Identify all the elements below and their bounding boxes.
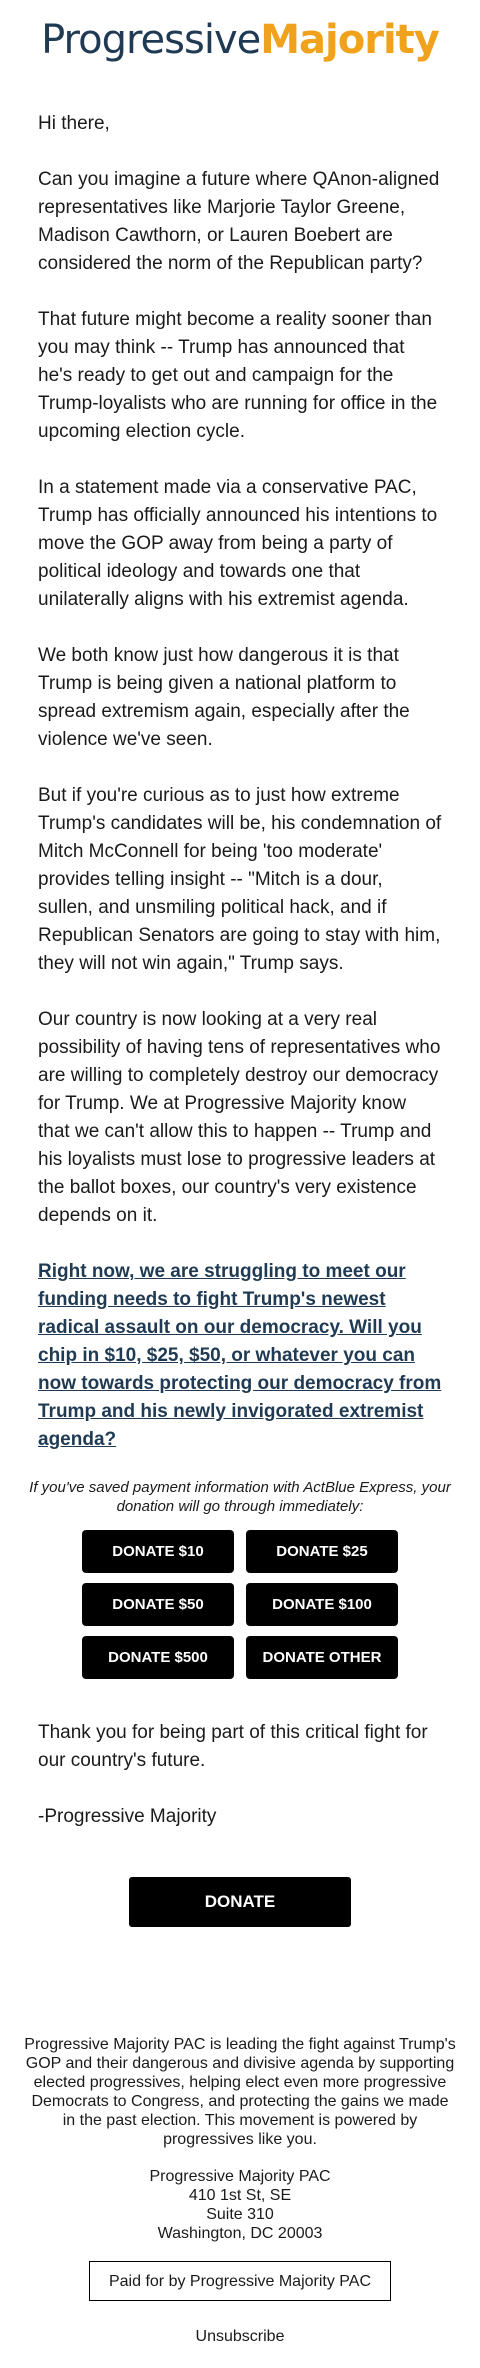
body-paragraph: Our country is now looking at a very real possibility of having tens of representatives who are willing to completely destroy our democracy for Trump. We at Progressive Majority know that we can't allow this to happen -- Trump and his loyalists must lose to progressive leaders at the ballot boxes, our country's very existence depends on it. xyxy=(38,1009,441,1226)
signature: -Progressive Majority xyxy=(38,1806,217,1827)
body-paragraph: Can you imagine a future where QAnon-aligned representatives like Marjorie Taylor Greene, Madison Cawthorn, or Lauren Boebert are considered the norm of the Republican party? xyxy=(38,169,440,274)
body-paragraph: That future might become a reality sooner than you may think -- Trump has announced that he's ready to get out and campaign for the Trump-loyalists who are running for office in the upcoming election cycle. xyxy=(38,309,438,442)
donate-25-button[interactable]: DONATE $25 xyxy=(246,1530,398,1573)
footer-about-text: Progressive Majority PAC is leading the fight against Trump's GOP and their dangerous and divisive agenda by supporting elected progressives, helping elect even more progressive Democrats to Congress, and protecting the gains we made in the past election. This movement is powered by progressives like you. xyxy=(24,2036,456,2148)
body-paragraph: We both know just how dangerous it is that Trump is being given a national platform to spread extremism again, especially after the violence we've seen. xyxy=(38,645,410,750)
thank-you-text: Thank you for being part of this critical fight for our country's future. xyxy=(38,1722,428,1771)
donation-ask-link[interactable]: Right now, we are struggling to meet our funding needs to fight Trump's newest radical assault on our democracy. Will you chip in $10, $25, $50, or whatever you can now towards protecting our democracy from Trump and his newly invigorated extremist agenda? xyxy=(38,1261,442,1450)
body-paragraph: In a statement made via a conservative PAC, Trump has officially announced his intentions to move the GOP away from being a party of political ideology and towards one that unilaterally aligns with his extremist agenda. xyxy=(38,477,438,610)
donate-other-button[interactable]: DONATE OTHER xyxy=(246,1636,398,1679)
main-donate-button[interactable]: DONATE xyxy=(129,1877,351,1927)
address-line: Washington, DC 20003 xyxy=(157,2225,323,2242)
address-line: Suite 310 xyxy=(206,2206,274,2223)
closing-section xyxy=(0,1679,480,1831)
address-line: 410 1st St, SE xyxy=(188,2187,292,2204)
mailing-address xyxy=(24,2167,456,2243)
donate-500-button[interactable]: DONATE $500 xyxy=(82,1636,234,1679)
body-paragraph: But if you're curious as to just how extreme Trump's candidates will be, his condemnation of Mitch McConnell for being 'too moderate' provides telling insight -- "Mitch is a dour, sullen, and unsmiling political hack, and if Republican Senators are going to stay with him, they will not win again," Trump says. xyxy=(38,785,442,974)
donate-10-button[interactable]: DONATE $10 xyxy=(82,1530,234,1573)
donate-button-grid xyxy=(0,1530,480,1679)
logo-word-progressive: Progressive xyxy=(41,17,261,63)
address-line: Progressive Majority PAC xyxy=(149,2168,331,2185)
main-donate-wrap xyxy=(0,1877,480,1927)
greeting: Hi there, xyxy=(38,113,110,134)
unsubscribe-link[interactable]: Unsubscribe xyxy=(195,2328,285,2345)
paid-for-disclaimer: Paid for by Progressive Majority PAC xyxy=(89,2261,391,2301)
progressive-majority-logo[interactable] xyxy=(0,0,480,80)
email-body xyxy=(0,80,480,1454)
logo-word-majority: Majority xyxy=(260,17,439,63)
donate-50-button[interactable]: DONATE $50 xyxy=(82,1583,234,1626)
actblue-express-note: If you've saved payment information with ActBlue Express, your donation will go through immediately: xyxy=(29,1479,451,1515)
footer xyxy=(0,1927,480,2346)
donate-100-button[interactable]: DONATE $100 xyxy=(246,1583,398,1626)
